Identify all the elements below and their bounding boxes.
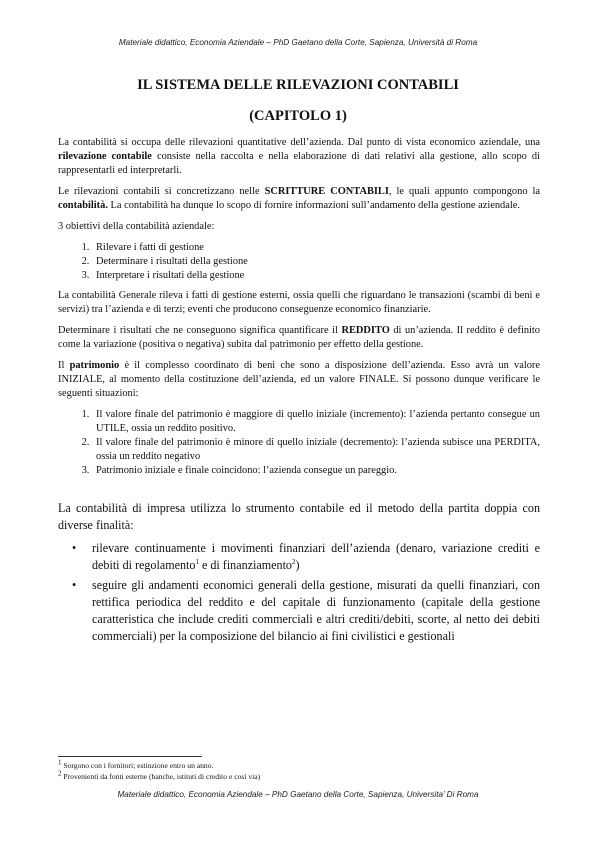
footnotes <box>58 758 261 782</box>
list-item: 3. Interpretare i risultati della gestione <box>92 269 540 283</box>
paragraph-contabilita: La contabilità si occupa delle rilevazioni quantitative dell’azienda. Dal punto di vista economico aziendale, una rilevazione contabile consiste nella raccolta e nella elaborazione di dati relativi alla gestione, allo scopo di rappresentarli ed interpretarli. <box>58 137 540 176</box>
paragraph-partita-doppia: La contabilità di impresa utilizza lo strumento contabile ed il metodo della partita doppia con diverse finalità: <box>58 501 540 532</box>
list-item: 3. Patrimonio iniziale e finale coincidono: l’azienda consegue un pareggio. <box>92 464 540 478</box>
footnote-ref-1[interactable]: 1 <box>195 557 199 566</box>
paragraph-objectives-intro: 3 obiettivi della contabilità aziendale: <box>58 221 215 232</box>
bold-term: contabilità. <box>58 200 108 211</box>
bullet-icon: • <box>72 541 77 555</box>
paragraph-contabilita-generale: La contabilità Generale rileva i fatti di gestione esterni, ossia quelli che riguardano le transazioni (scambi di beni e servizi) tra l’azienda e di terzi; eventi che producono conseguenze economico finanziarie. <box>58 290 540 315</box>
partita-doppia-section <box>58 500 540 645</box>
objectives-list <box>58 241 540 283</box>
list-item: 1. Il valore finale del patrimonio è maggiore di quello iniziale (incremento): l’azienda pertanto consegue un UTILE, ossia un reddito positivo. <box>92 408 540 436</box>
footnote-divider <box>58 756 202 757</box>
bold-term: REDDITO <box>341 325 390 336</box>
list-item: • rilevare continuamente i movimenti finanziari dell’azienda (denaro, variazione crediti e debiti di regolamento$^1$ e di finanziamento$^2$) <box>72 541 540 572</box>
page-footer: Materiale didattico, Economia Aziendale – PhD Gaetano della Corte, Sapienza, Universita’ Di Roma <box>117 790 479 799</box>
list-item: 1. Rilevare i fatti di gestione <box>92 241 540 255</box>
page-header: Materiale didattico, Economia Aziendale – PhD Gaetano della Corte, Sapienza, Università di Roma <box>118 38 478 47</box>
paragraph-reddito: Determinare i risultati che ne conseguono significa quantificare il REDDITO di un’azienda. Il reddito è definito come la variazione (positiva o negativa) subita dal patrimonio per effetto della gestione. <box>58 325 540 350</box>
bold-term: patrimonio <box>69 360 120 371</box>
list-item: 2. Determinare i risultati della gestione <box>92 255 540 269</box>
finalita-list <box>58 540 540 645</box>
page-title: IL SISTEMA DELLE RILEVAZIONI CONTABILI <box>137 77 459 93</box>
bold-term: rilevazione contabile <box>58 151 152 162</box>
paragraph-scritture: Le rilevazioni contabili si concretizzano nelle SCRITTURE CONTABILI, le quali appunto compongono la contabilità. La contabilità ha dunque lo scopo di fornire informazioni sull’andamento della gestione aziendale. <box>58 186 541 211</box>
list-item: • seguire gli andamenti economici generali della gestione, misurati da quelli finanziari, con rettifica periodica del reddito e del capitale di funzionamento (capitale della gestione caratteristica che include crediti commerciali e altri crediti/debiti, scorte, al netto dei debiti commerciali) per la composizione del bilancio ai fini civilistici e gestionali <box>72 578 540 643</box>
paragraph-patrimonio: Il patrimonio è il complesso coordinato di beni che sono a disposizione dell’azienda. Esso avrà un valore INIZIALE, al momento della costituzione dell’azienda, ed un valore FINALE. Si possono dunque verificare le seguenti situazioni: <box>58 360 540 399</box>
document-body <box>58 136 540 648</box>
bold-term: SCRITTURE CONTABILI <box>264 186 389 197</box>
list-item: 2. Il valore finale del patrimonio è minore di quello iniziale (decremento): l’azienda subisce una PERDITA, ossia un reddito negativo <box>92 436 540 464</box>
situations-list <box>58 408 540 478</box>
footnote-1: $^1$ Sorgono con i fornitori; estinzione entro un anno. <box>58 758 214 770</box>
footnote-ref-2[interactable]: 2 <box>291 557 296 566</box>
chapter-subtitle: (CAPITOLO 1) <box>249 108 347 124</box>
bullet-icon: • <box>72 578 77 592</box>
footnote-2: $^2$ Provenienti da fonti esterne (banche, istituti di credito e così via) <box>58 768 261 781</box>
